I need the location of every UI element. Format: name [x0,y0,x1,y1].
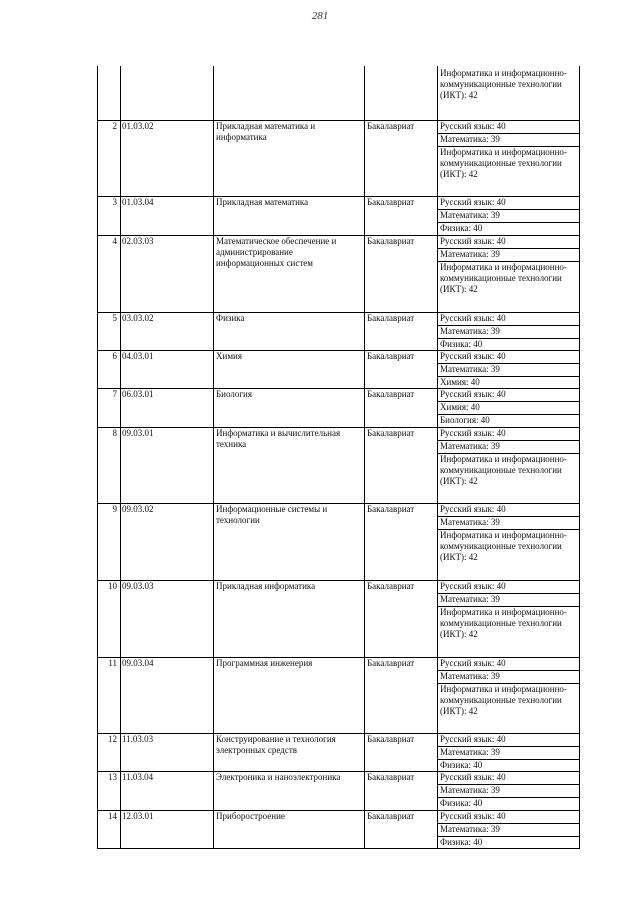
subject-score: Информатика и информационно- коммуникационные технологии (ИКТ): 42 [440,262,567,294]
education-level: Бакалавриат [367,734,415,744]
row-number: 10 [108,581,117,591]
subject-score: Математика: 39 [440,747,500,757]
table-bottom-border [97,848,580,849]
education-level: Бакалавриат [367,236,415,246]
direction-code: 09.03.01 [122,428,154,438]
education-level: Бакалавриат [367,772,415,782]
education-level: Бакалавриат [367,581,415,591]
subject-score: Математика: 39 [440,210,500,220]
direction-name: Химия [216,351,242,361]
direction-code: 06.03.01 [122,389,154,399]
subject-score: Математика: 39 [440,517,500,527]
subject-score: Биология: 40 [440,415,490,425]
subject-score: Русский язык: 40 [440,581,506,591]
row-number: 8 [112,428,117,438]
direction-code: 09.03.03 [122,581,154,591]
row-number: 12 [108,734,117,744]
subject-score: Математика: 39 [440,326,500,336]
direction-name: Электроника и наноэлектроника [216,772,341,782]
education-level: Бакалавриат [367,313,415,323]
direction-code: 01.03.02 [122,121,154,131]
subject-score: Русский язык: 40 [440,734,506,744]
column-border-2 [213,66,214,848]
row-number: 5 [112,313,117,323]
education-level: Бакалавриат [367,811,415,821]
direction-name: Приборостроение [216,811,285,821]
education-level: Бакалавриат [367,389,415,399]
subject-score: Русский язык: 40 [440,772,506,782]
direction-name: Прикладная информатика [216,581,316,591]
row-number: 9 [112,504,117,514]
subject-score: Русский язык: 40 [440,811,506,821]
direction-name: Биология [216,389,253,399]
subject-score: Математика: 39 [440,785,500,795]
subject-score: Физика: 40 [440,760,483,770]
direction-code: 02.03.03 [122,236,154,246]
row-number: 4 [112,236,117,246]
subject-score: Физика: 40 [440,223,483,233]
direction-code: 11.03.04 [122,772,154,782]
direction-name: Прикладная математика и информатика [216,121,316,142]
subject-score: Русский язык: 40 [440,236,506,246]
subject-score: Русский язык: 40 [440,389,506,399]
subject-score: Математика: 39 [440,134,500,144]
subject-score: Химия: 40 [440,402,480,412]
subject-score: Химия: 40 [440,377,480,387]
direction-code: 11.03.03 [122,734,154,744]
page-number: 281 [311,10,329,22]
direction-code: 09.03.04 [122,658,154,668]
education-level: Бакалавриат [367,428,415,438]
education-level: Бакалавриат [367,351,415,361]
column-border-4 [437,66,438,848]
subject-score: Математика: 39 [440,249,500,259]
subject-score: Математика: 39 [440,594,500,604]
direction-code: 03.03.02 [122,313,154,323]
direction-name: Конструирование и технология электронных средств [216,734,336,755]
column-border-3 [364,66,365,848]
row-number: 13 [108,772,117,782]
row-number: 3 [112,197,117,207]
subject-score: Русский язык: 40 [440,197,506,207]
subject-score: Физика: 40 [440,837,483,847]
direction-name: Физика [216,313,245,323]
row-number: 7 [112,389,117,399]
direction-code: 04.03.01 [122,351,154,361]
subject-score: Математика: 39 [440,671,500,681]
subject-score: Информатика и информационно- коммуникационные технологии (ИКТ): 42 [440,607,567,639]
direction-code: 12.03.01 [122,811,154,821]
direction-code: 01.03.04 [122,197,154,207]
column-border-1 [120,66,121,848]
row-number: 11 [108,658,117,668]
subject-score: Русский язык: 40 [440,428,506,438]
subject-score: Русский язык: 40 [440,313,506,323]
continued-subject: Информатика и информационно- коммуникационные технологии (ИКТ): 42 [440,68,567,100]
subject-score: Русский язык: 40 [440,351,506,361]
education-level: Бакалавриат [367,121,415,131]
subject-score: Математика: 39 [440,441,500,451]
direction-name: Программная инженерия [216,658,313,668]
direction-name: Математическое обеспечение и администрирование информационных систем [216,236,337,268]
subject-score: Физика: 40 [440,798,483,808]
row-number: 6 [112,351,117,361]
subject-score: Информатика и информационно- коммуникационные технологии (ИКТ): 42 [440,684,567,716]
subject-score: Информатика и информационно- коммуникационные технологии (ИКТ): 42 [440,454,567,486]
direction-name: Информатика и вычислительная техника [216,428,341,449]
subject-score: Русский язык: 40 [440,121,506,131]
education-level: Бакалавриат [367,504,415,514]
subject-score: Русский язык: 40 [440,504,506,514]
subject-score: Информатика и информационно- коммуникационные технологии (ИКТ): 42 [440,147,567,179]
subject-score: Русский язык: 40 [440,658,506,668]
row-number: 2 [112,121,117,131]
direction-name: Информационные системы и технологии [216,504,328,525]
column-border-0 [97,66,98,848]
education-level: Бакалавриат [367,658,415,668]
direction-name: Прикладная математика [216,197,309,207]
direction-code: 09.03.02 [122,504,154,514]
subject-score: Математика: 39 [440,824,500,834]
subject-score: Информатика и информационно- коммуникационные технологии (ИКТ): 42 [440,530,567,562]
row-number: 14 [108,811,117,821]
subject-score: Математика: 39 [440,364,500,374]
column-border-5 [579,66,580,848]
subject-score: Физика: 40 [440,339,483,349]
education-level: Бакалавриат [367,197,415,207]
